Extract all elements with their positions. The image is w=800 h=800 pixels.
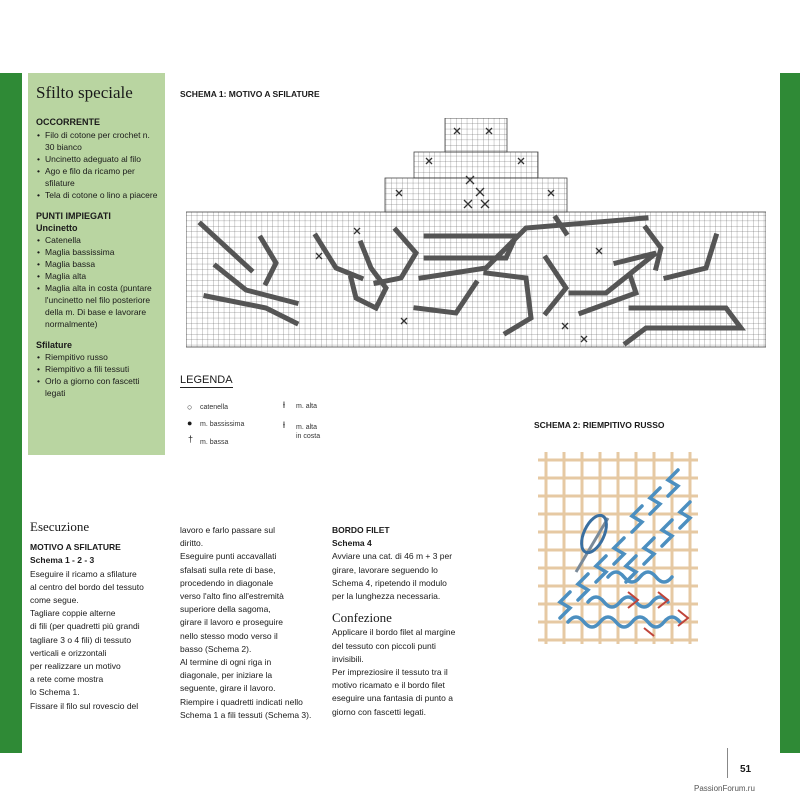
text-line: del tessuto con piccoli punti bbox=[332, 640, 436, 651]
list-item: • Maglia bassissima bbox=[36, 246, 158, 258]
legend-bassa: m. bassa bbox=[200, 439, 229, 446]
right-green-edge bbox=[780, 73, 800, 753]
uncinetto-heading: Uncinetto bbox=[36, 223, 78, 233]
text-line: superiore della sagoma, bbox=[180, 604, 271, 615]
list-item: • Filo di cotone per crochet n. 30 bianco bbox=[36, 129, 158, 153]
legend-catenella: catenella bbox=[200, 404, 229, 411]
text-line: come segue. bbox=[30, 595, 79, 606]
list-item: • Riempitivo russo bbox=[36, 351, 158, 363]
alta-costa-icon: ƚ bbox=[283, 420, 285, 430]
text-line: Schema 4, ripetendo il modulo bbox=[332, 577, 447, 588]
schema4-ref: Schema 4 bbox=[332, 538, 372, 549]
text-line: verticali e orizzontali bbox=[30, 647, 107, 658]
text-line: Eseguire punti accavallati bbox=[180, 551, 277, 562]
text-line: Tagliare coppie alterne bbox=[30, 608, 116, 619]
legend-alta-costa-2: in costa bbox=[296, 433, 321, 440]
text-line: giorno con fascetti legati. bbox=[332, 706, 427, 717]
alta-icon: ƚ bbox=[283, 400, 285, 410]
text-line: Applicare il bordo filet al margine bbox=[332, 627, 456, 638]
sidebar-title: Sfilto speciale bbox=[36, 83, 133, 102]
column-3 bbox=[332, 524, 482, 719]
text-line: Al termine di ogni riga in bbox=[180, 657, 272, 668]
schema1-grid bbox=[186, 118, 766, 348]
schema-ref: Schema 1 - 2 - 3 bbox=[30, 555, 95, 566]
text-line: di fili (per quadretti più grandi bbox=[30, 621, 140, 632]
list-item: • Catenella bbox=[36, 234, 158, 246]
text-line: Schema 1 a fili tessuti (Schema 3). bbox=[180, 709, 312, 720]
legend-title: LEGENDA bbox=[180, 374, 233, 386]
text-line: eseguire una fantasia di punto a bbox=[332, 693, 453, 704]
column-2 bbox=[180, 524, 325, 722]
list-item: • Maglia bassa bbox=[36, 258, 158, 270]
list-item: • Uncinetto adeguato al filo bbox=[36, 153, 158, 165]
text-line: invisibili. bbox=[332, 653, 364, 664]
text-line: girare, lavorare seguendo lo bbox=[332, 564, 438, 575]
punti-heading: PUNTI IMPIEGATI bbox=[36, 211, 111, 221]
text-line: nello stesso modo verso il bbox=[180, 630, 278, 641]
text-line: basso (Schema 2). bbox=[180, 643, 252, 654]
watermark: PassionForum.ru bbox=[694, 784, 755, 793]
list-item: • Ago e filo da ricamo per sfilature bbox=[36, 165, 158, 189]
list-item: • Orlo a giorno con fascetti legati bbox=[36, 375, 158, 399]
list-item: • Riempitivo a fili tessuti bbox=[36, 363, 158, 375]
text-line: per realizzare un motivo bbox=[30, 661, 121, 672]
text-line: lo Schema 1. bbox=[30, 687, 80, 698]
list-item: • Maglia alta bbox=[36, 270, 158, 282]
text-line: procedendo in diagonale bbox=[180, 577, 274, 588]
text-line: Riempire i quadretti indicati nello bbox=[180, 696, 303, 707]
occorrente-heading: OCCORRENTE bbox=[36, 117, 101, 127]
text-line: seguente, girare il lavoro. bbox=[180, 683, 276, 694]
text-line: a rete come mostra bbox=[30, 674, 104, 685]
page-divider bbox=[727, 748, 728, 778]
page-number: 51 bbox=[740, 764, 752, 775]
text-line: al centro del bordo del tessuto bbox=[30, 581, 144, 592]
text-line: tagliare 3 o 4 fili) di tessuto bbox=[30, 634, 132, 645]
legend-alta: m. alta bbox=[296, 403, 318, 410]
list-item: • Maglia alta in costa (puntare l'uncinetto nel filo posteriore della m. Di base e lavorare normalmente) bbox=[36, 282, 158, 330]
esecuzione-heading: Esecuzione bbox=[30, 519, 90, 534]
bordo-filet-heading: BORDO FILET bbox=[332, 525, 390, 535]
text-line: diritto. bbox=[180, 538, 204, 549]
text-line: Fissare il filo sul rovescio del bbox=[30, 700, 139, 711]
text-line: Eseguire il ricamo a sfilature bbox=[30, 568, 137, 579]
text-line: sfalsati sulla rete di base, bbox=[180, 564, 276, 575]
schema1-title: SCHEMA 1: MOTIVO A SFILATURE bbox=[180, 89, 320, 99]
text-line: motivo ricamato e il bordo filet bbox=[332, 680, 445, 691]
motivo-heading: MOTIVO A SFILATURE bbox=[30, 542, 121, 553]
text-line: girare il lavoro e proseguire bbox=[180, 617, 283, 628]
schema2-title: SCHEMA 2: RIEMPITIVO RUSSO bbox=[534, 420, 665, 430]
confezione-heading: Confezione bbox=[332, 610, 392, 626]
list-item: • Tela di cotone o lino a piacere bbox=[36, 189, 158, 201]
legend-alta-costa-1: m. alta bbox=[296, 424, 318, 431]
text-line: Per impreziosire il tessuto tra il bbox=[332, 667, 448, 678]
text-line: per la lunghezza necessaria. bbox=[332, 591, 441, 602]
column-1 bbox=[30, 520, 165, 713]
text-line: diagonale, per iniziare la bbox=[180, 670, 273, 681]
occorrente-list bbox=[36, 129, 158, 201]
uncinetto-list bbox=[36, 234, 158, 330]
catenella-icon: ○ bbox=[187, 402, 193, 412]
text-line: Avviare una cat. di 46 m + 3 per bbox=[332, 551, 453, 562]
sfilature-heading: Sfilature bbox=[36, 340, 73, 350]
sidebar-box bbox=[28, 73, 165, 455]
sfilature-list bbox=[36, 351, 158, 399]
bassissima-icon: ● bbox=[187, 418, 193, 428]
text-line: verso l'alto fino all'estremità bbox=[180, 591, 284, 602]
bassa-icon: † bbox=[188, 434, 194, 444]
schema2-illustration bbox=[538, 452, 700, 644]
legend-bassissima: m. bassissima bbox=[200, 421, 245, 428]
text-line: lavoro e farlo passare sul bbox=[180, 525, 275, 535]
left-green-edge bbox=[0, 73, 22, 753]
